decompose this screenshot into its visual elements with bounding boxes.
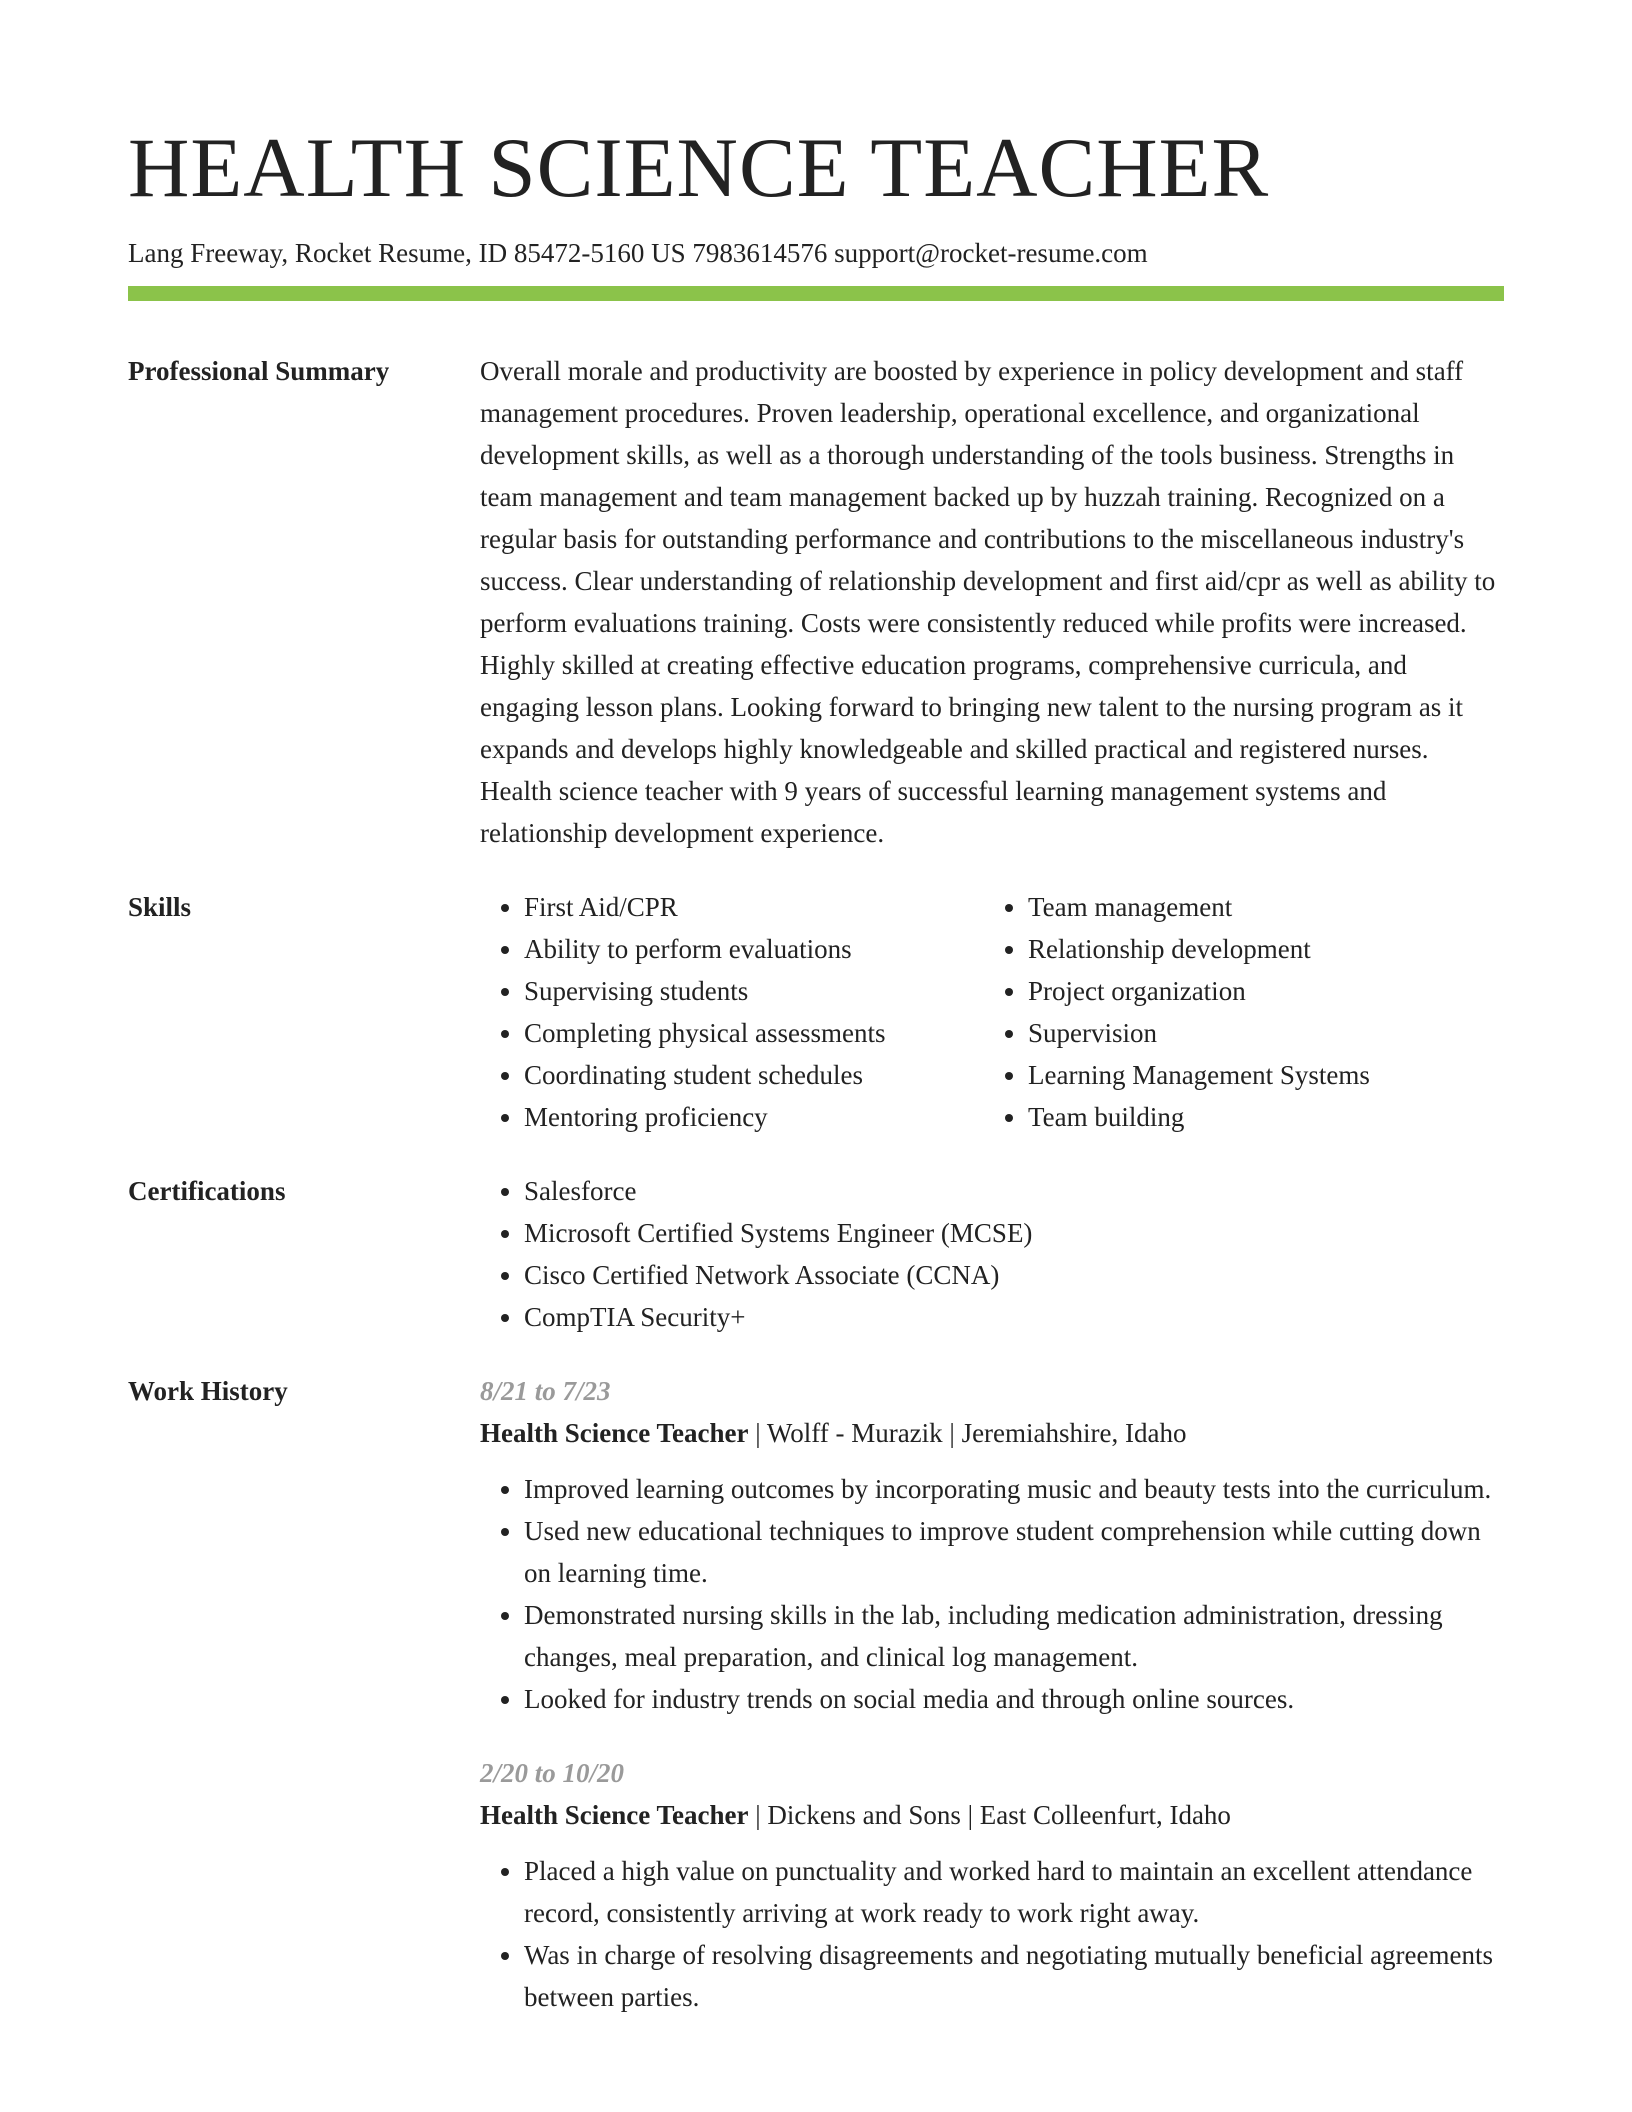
section-title-summary: Professional Summary <box>128 356 390 386</box>
job-bullets <box>480 1468 1504 1720</box>
work-history-body <box>480 1370 1504 2018</box>
job-entry <box>480 1752 1504 2018</box>
certification-item: • Salesforce <box>524 1170 1504 1212</box>
skill-item: • Team building <box>1028 1096 1488 1138</box>
accent-divider <box>128 286 1504 301</box>
skill-item: • Supervision <box>1028 1012 1488 1054</box>
job-details: | Dickens and Sons | East Colleenfurt, Idaho <box>748 1800 1231 1830</box>
resume-sections <box>128 350 1504 2050</box>
skills-section <box>128 886 1504 1138</box>
job-dates: 2/20 to 10/20 <box>480 1758 625 1788</box>
job-bullets <box>480 1850 1504 2018</box>
skills-columns <box>480 886 1504 1138</box>
resume-header <box>128 118 1504 270</box>
job-bullet: • Was in charge of resolving disagreements and negotiating mutually beneficial agreements between parties. <box>524 1934 1504 2018</box>
skills-column-left <box>480 886 984 1138</box>
skill-item: • Learning Management Systems <box>1028 1054 1488 1096</box>
job-heading <box>480 1794 1504 1836</box>
job-title: Health Science Teacher <box>480 1418 749 1448</box>
certifications-list <box>480 1170 1504 1338</box>
candidate-title: HEALTH SCIENCE TEACHER <box>128 121 1270 215</box>
certification-item: • CompTIA Security+ <box>524 1296 1504 1338</box>
skill-item: • Coordinating student schedules <box>524 1054 984 1096</box>
job-entry <box>480 1370 1504 1720</box>
job-title: Health Science Teacher <box>480 1800 749 1830</box>
job-dates: 8/21 to 7/23 <box>480 1376 611 1406</box>
skill-item: • Project organization <box>1028 970 1488 1012</box>
certification-item: • Cisco Certified Network Associate (CCNA) <box>524 1254 1504 1296</box>
skills-list-right <box>984 886 1488 1138</box>
contact-line: Lang Freeway, Rocket Resume, ID 85472-5160 US 7983614576 support@rocket-resume.com <box>128 238 1148 268</box>
certifications-body <box>480 1170 1504 1338</box>
job-details: | Wolff - Murazik | Jeremiahshire, Idaho <box>748 1418 1187 1448</box>
skill-item: • Team management <box>1028 886 1488 928</box>
job-bullet: • Demonstrated nursing skills in the lab, including medication administration, dressing changes, meal preparation, and clinical log management. <box>524 1594 1504 1678</box>
skill-item: • Supervising students <box>524 970 984 1012</box>
job-heading <box>480 1412 1504 1454</box>
job-bullet: • Looked for industry trends on social media and through online sources. <box>524 1678 1504 1720</box>
section-title-work-history: Work History <box>128 1376 288 1406</box>
job-bullet: • Improved learning outcomes by incorporating music and beauty tests into the curriculum. <box>524 1468 1504 1510</box>
job-bullet: • Used new educational techniques to improve student comprehension while cutting down on learning time. <box>524 1510 1504 1594</box>
skill-item: • Completing physical assessments <box>524 1012 984 1054</box>
skills-body <box>480 886 1504 1138</box>
certifications-section <box>128 1170 1504 1338</box>
summary-text: Overall morale and productivity are boosted by experience in policy development and staff management procedures. Proven leadership, operational excellence, and organizational development skills, as well as a thorough understanding of the tools business. Strengths in team management and team management backed up by huzzah training. Recognized on a regular basis for outstanding performance and contributions to the miscellaneous industry's success. Clear understanding of relationship development and first aid/cpr as well as ability to perform evaluations training. Costs were consistently reduced while profits were increased. Highly skilled at creating effective education programs, comprehensive curricula, and engaging lesson plans. Looking forward to bringing new talent to the nursing program as it expands and develops highly knowledgeable and skilled practical and registered nurses. Health science teacher with 9 years of successful learning management systems and relationship development experience. <box>480 356 1496 848</box>
section-title-skills: Skills <box>128 892 192 922</box>
skills-column-right <box>984 886 1488 1138</box>
skills-list-left <box>480 886 984 1138</box>
certification-item: • Microsoft Certified Systems Engineer (MCSE) <box>524 1212 1504 1254</box>
skill-item: • Ability to perform evaluations <box>524 928 984 970</box>
job-bullet: • Placed a high value on punctuality and worked hard to maintain an excellent attendance record, consistently arriving at work ready to work right away. <box>524 1850 1504 1934</box>
summary-section <box>128 350 1504 854</box>
skill-item: • First Aid/CPR <box>524 886 984 928</box>
section-title-certifications: Certifications <box>128 1176 286 1206</box>
skill-item: • Relationship development <box>1028 928 1488 970</box>
skill-item: • Mentoring proficiency <box>524 1096 984 1138</box>
work-history-section <box>128 1370 1504 2018</box>
summary-body <box>480 350 1504 854</box>
